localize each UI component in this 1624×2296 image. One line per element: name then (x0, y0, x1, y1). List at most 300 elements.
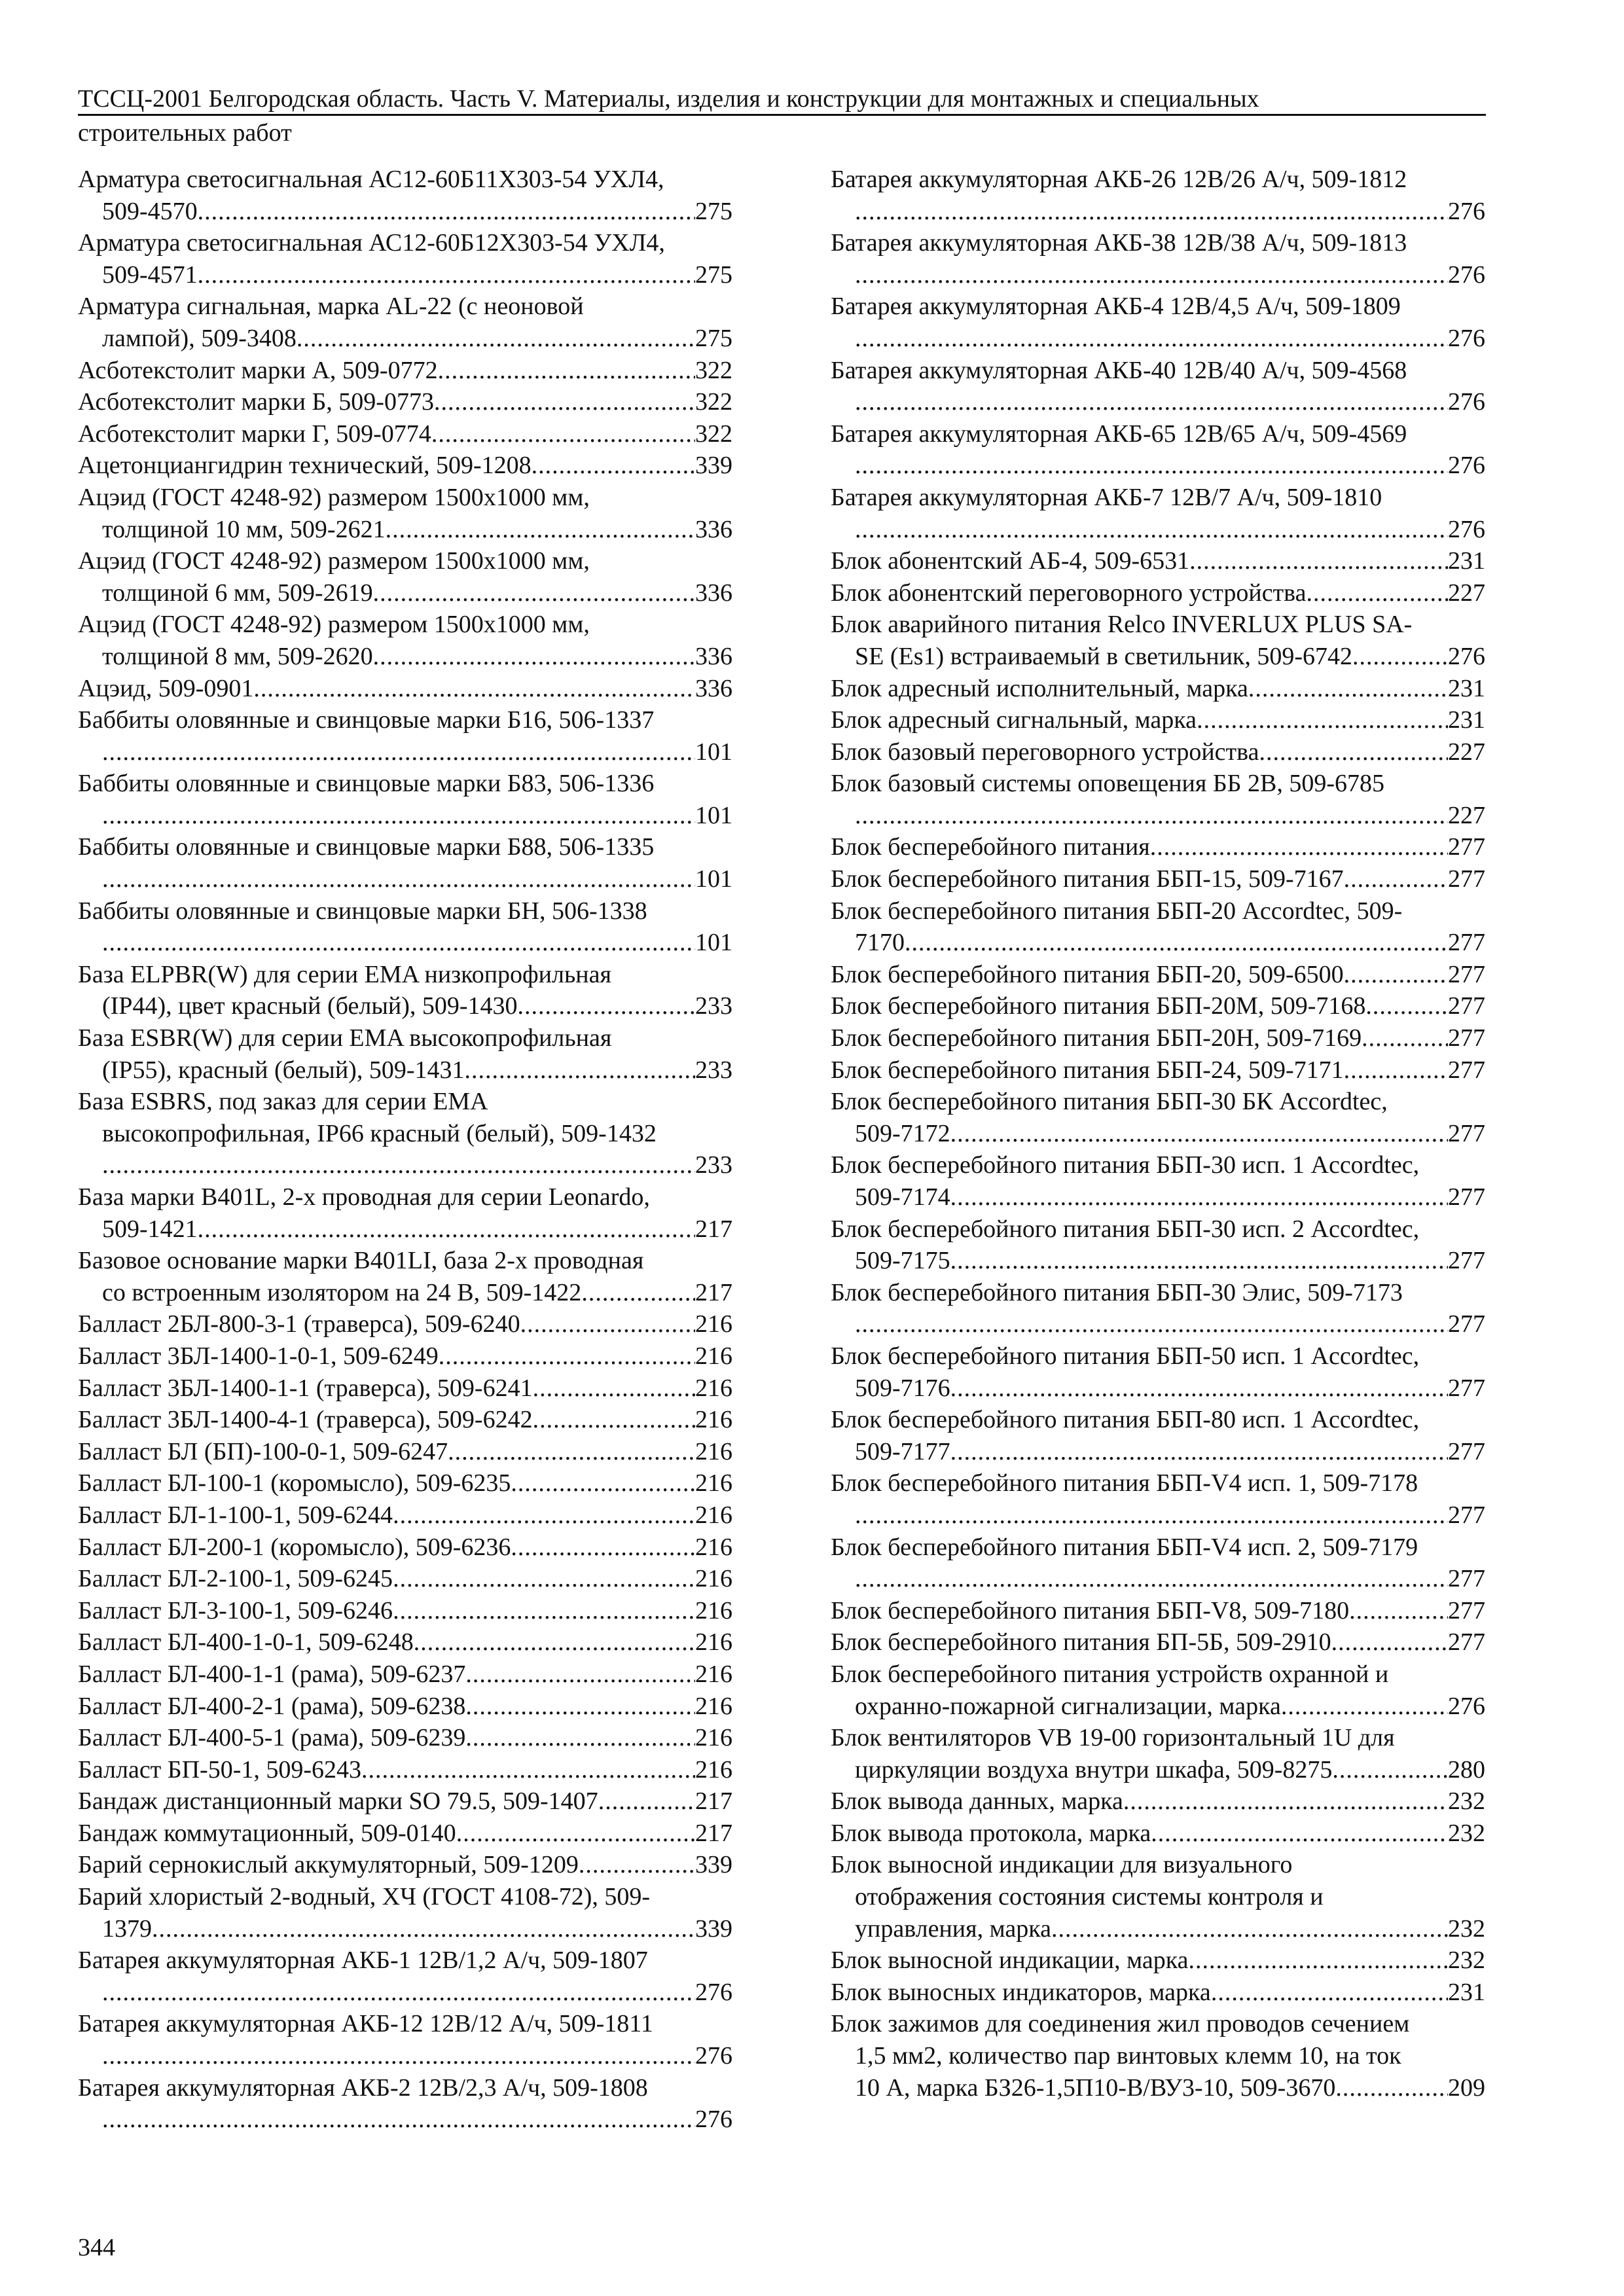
entry-leader-line (831, 863, 1485, 895)
entry-page: 322 (695, 356, 732, 384)
index-entry (831, 895, 1485, 959)
index-entry (78, 291, 732, 354)
entry-text: Блок бесперебойного питания ББП-V8, 509-7180 (831, 1596, 1350, 1624)
entry-text: Блок бесперебойного питания ББП-20, 509-6500 (831, 960, 1344, 988)
entry-text: Блок бесперебойного питания ББП-30 исп. 2 Accordtec, (831, 1215, 1420, 1243)
dot-leader (253, 673, 695, 705)
index-entry (831, 1213, 1485, 1277)
dot-leader (1335, 2072, 1448, 2104)
entry-text: Блок бесперебойного питания БП-5Б, 509-2910 (831, 1628, 1331, 1657)
index-entry (78, 1467, 732, 1499)
entry-text: Бандаж коммутационный, 509-0140 (78, 1819, 456, 1847)
entry-leader-line (831, 927, 1485, 959)
index-entry (78, 609, 732, 672)
entry-line (78, 1118, 732, 1150)
entry-leader-line (831, 959, 1485, 991)
entry-page: 216 (695, 1724, 732, 1752)
entry-line (831, 1467, 1485, 1499)
entry-text: Балласт БЛ-400-1-1 (рама), 509-6237 (78, 1660, 466, 1688)
dot-leader (950, 1436, 1448, 1468)
entry-text: 509-4570 (102, 197, 198, 225)
index-entry (831, 1849, 1485, 1945)
index-entry (78, 386, 732, 418)
entry-page: 227 (1448, 801, 1485, 829)
dot-leader (465, 1659, 695, 1691)
dot-leader (855, 1308, 1448, 1340)
entry-page: 216 (695, 1501, 732, 1529)
header-line-2: строительных работ (78, 119, 292, 147)
entry-text: Блок бесперебойного питания ББП-30 Элис, 509-7173 (831, 1278, 1403, 1306)
entry-leader-line (831, 1181, 1485, 1213)
dot-leader (434, 386, 695, 418)
index-entry (78, 1181, 732, 1245)
entry-text: Балласт БЛ-400-2-1 (рама), 509-6238 (78, 1692, 466, 1720)
entry-leader-line (78, 641, 732, 673)
entry-page: 232 (1448, 1787, 1485, 1816)
index-entry (831, 609, 1485, 672)
entry-text: (IP44), цвет красный (белый), 509-1430 (102, 992, 518, 1020)
entry-text: Блок выносных индикаторов, марка (831, 1978, 1211, 2006)
entry-text: лампой), 509-3408 (102, 324, 297, 352)
entry-leader-line (831, 1022, 1485, 1054)
entry-text: Блок бесперебойного питания ББП-20 Accordtec, 509- (831, 897, 1403, 925)
dot-leader (855, 196, 1448, 228)
entry-line (78, 545, 732, 577)
entry-text: 509-4571 (102, 260, 198, 289)
entry-page: 216 (695, 1406, 732, 1434)
entry-text: Блок бесперебойного питания ББП-V4 исп. 1, 509-7178 (831, 1469, 1418, 1498)
dot-leader (855, 514, 1448, 546)
entry-leader-line (78, 1467, 732, 1499)
index-entry (78, 1022, 732, 1086)
entry-page: 276 (1448, 452, 1485, 480)
entry-text: Блок бесперебойного питания ББП-30 исп. 1 Accordtec, (831, 1151, 1420, 1179)
entry-page: 276 (1448, 324, 1485, 352)
dot-leader (1189, 545, 1448, 577)
entry-leader-line (78, 1436, 732, 1468)
index-entry (78, 164, 732, 227)
index-entry (831, 1467, 1485, 1531)
dot-leader (950, 1245, 1448, 1277)
dot-leader (1306, 577, 1448, 609)
entry-line (78, 831, 732, 863)
dot-leader (1352, 641, 1448, 673)
entry-leader-line (78, 927, 732, 959)
index-entry (831, 1595, 1485, 1627)
entry-leader-line (78, 1626, 732, 1659)
index-entry (831, 1404, 1485, 1467)
dot-leader (1211, 1977, 1448, 2009)
dot-leader (431, 418, 695, 450)
dot-leader (950, 1118, 1448, 1150)
entry-text: Блок адресный исполнительный, марка (831, 674, 1248, 702)
entry-text: Блок базовый переговорного устройства (831, 738, 1259, 766)
index-entry (831, 1086, 1485, 1149)
dot-leader (1189, 1945, 1448, 1977)
index-entry (831, 863, 1485, 895)
index-entry (831, 227, 1485, 291)
dot-leader (198, 259, 695, 291)
index-entry (831, 768, 1485, 831)
entry-line (831, 1659, 1485, 1691)
dot-leader (102, 1977, 695, 2009)
dot-leader (855, 450, 1448, 482)
entry-line (78, 2072, 732, 2104)
entry-line (78, 895, 732, 927)
entry-leader-line (78, 1372, 732, 1405)
index-entry (831, 1818, 1485, 1850)
dot-leader (198, 196, 695, 228)
entry-page: 277 (1448, 1183, 1485, 1211)
entry-text: Батарея аккумуляторная АКБ-40 12В/40 А/ч, 509-4568 (831, 356, 1407, 384)
entry-leader-line (831, 450, 1485, 482)
index-entry (831, 1022, 1485, 1054)
dot-leader (518, 990, 695, 1022)
entry-text: Арматура светосигнальная АС12-60Б12Х303-54 УХЛ4, (78, 229, 665, 257)
dot-leader (393, 1499, 695, 1532)
entry-leader-line (831, 1563, 1485, 1595)
entry-leader-line (78, 259, 732, 291)
index-entry (78, 1818, 732, 1850)
entry-line (831, 1340, 1485, 1372)
index-entry (831, 291, 1485, 354)
entry-line (831, 1149, 1485, 1181)
entry-page: 231 (1448, 1978, 1485, 2006)
dot-leader (465, 1722, 695, 1754)
entry-line (78, 164, 732, 196)
entry-leader-line (78, 990, 732, 1022)
entry-page: 277 (1448, 929, 1485, 957)
entry-leader-line (78, 1532, 732, 1564)
dot-leader (1349, 1595, 1448, 1627)
index-entry (78, 1785, 732, 1818)
index-entry (831, 355, 1485, 418)
entry-line (831, 1532, 1485, 1564)
entry-text: (IP55), красный (белый), 509-1431 (102, 1056, 465, 1084)
entry-leader-line (831, 704, 1485, 736)
index-entry (831, 1977, 1485, 2009)
entry-leader-line (78, 323, 732, 355)
entry-text: Батарея аккумуляторная АКБ-38 12В/38 А/ч, 509-1813 (831, 229, 1407, 257)
entry-leader-line (831, 1054, 1485, 1086)
entry-line (831, 227, 1485, 259)
dot-leader (1344, 1054, 1448, 1086)
index-entry (78, 1340, 732, 1372)
entry-page: 276 (1448, 388, 1485, 416)
entry-page: 216 (695, 1374, 732, 1402)
entry-text: Балласт БП-50-1, 509-6243 (78, 1755, 362, 1784)
entry-line (831, 609, 1485, 641)
entry-leader-line (831, 831, 1485, 863)
dot-leader (520, 1308, 695, 1340)
index-entry (831, 1722, 1485, 1785)
entry-text: Блок зажимов для соединения жил проводов сечением (831, 2010, 1410, 2038)
entry-text: Блок адресный сигнальный, марка (831, 706, 1197, 734)
entry-page: 339 (695, 1851, 732, 1879)
entry-text: Ацэид (ГОСТ 4248-92) размером 1500х1000 мм, (78, 483, 590, 511)
entry-text: Баббиты оловянные и свинцовые марки БН, 506-1338 (78, 897, 647, 925)
index-entry (831, 831, 1485, 863)
entry-page: 216 (695, 1310, 732, 1338)
dot-leader (511, 1467, 695, 1499)
entry-page: 216 (695, 1755, 732, 1784)
index-entry (78, 704, 732, 768)
entry-leader-line (831, 673, 1485, 705)
entry-page: 277 (1448, 1024, 1485, 1052)
entry-leader-line (831, 323, 1485, 355)
dot-leader (1151, 1818, 1448, 1850)
entry-page: 336 (695, 642, 732, 670)
index-entry (78, 1849, 732, 1881)
entry-text: Балласт БЛ-400-5-1 (рама), 509-6239 (78, 1724, 466, 1752)
entry-text: Балласт 3БЛ-1400-1-0-1, 509-6249 (78, 1342, 439, 1370)
entry-text: Блок бесперебойного питания (831, 833, 1150, 861)
index-entry (78, 1404, 732, 1436)
entry-text: отображения состояния системы контроля и (855, 1883, 1324, 1911)
entry-text: толщиной 8 мм, 509-2620 (102, 642, 373, 670)
entry-text: толщиной 10 мм, 509-2621 (102, 515, 386, 543)
entry-text: Балласт БЛ-200-1 (коромысло), 509-6236 (78, 1533, 511, 1561)
dot-leader (361, 1754, 695, 1786)
index-entry (78, 418, 732, 450)
index-column-right (831, 164, 1485, 2104)
entry-leader-line (78, 800, 732, 832)
entry-line (831, 768, 1485, 800)
entry-line (831, 482, 1485, 514)
dot-leader (1331, 1626, 1448, 1659)
dot-leader (1123, 1785, 1448, 1818)
entry-leader-line (78, 1659, 732, 1691)
index-entry (831, 1149, 1485, 1213)
entry-leader-line (78, 1499, 732, 1532)
entry-leader-line (831, 1595, 1485, 1627)
entry-text: высокопрофильная, IP66 красный (белый), 509-1432 (102, 1119, 657, 1147)
entry-text: 1379 (102, 1914, 152, 1943)
index-entry (78, 831, 732, 895)
entry-leader-line (78, 1913, 732, 1945)
dot-leader (950, 1181, 1448, 1213)
entry-text: Батарея аккумуляторная АКБ-12 12В/12 А/ч, 509-1811 (78, 2010, 653, 2038)
entry-line (831, 1404, 1485, 1436)
entry-leader-line (831, 1913, 1485, 1945)
entry-text: Блок абонентский переговорного устройства (831, 579, 1307, 607)
entry-text: Батарея аккумуляторная АКБ-4 12В/4,5 А/ч, 509-1809 (831, 293, 1401, 321)
index-entry (78, 1499, 732, 1532)
index-entry (78, 1722, 732, 1754)
entry-leader-line (78, 1595, 732, 1627)
entry-leader-line (831, 1945, 1485, 1977)
entry-page: 339 (695, 452, 732, 480)
entry-leader-line (78, 1563, 732, 1595)
entry-text: Блок бесперебойного питания ББП-24, 509-7171 (831, 1056, 1344, 1084)
entry-page: 217 (695, 1787, 732, 1816)
entry-page: 231 (1448, 706, 1485, 734)
entry-text: Бандаж дистанционный марки SO 79.5, 509-1407 (78, 1787, 598, 1816)
entry-text: Блок выносной индикации, марка (831, 1946, 1189, 1975)
dot-leader (905, 927, 1448, 959)
dot-leader (414, 1626, 695, 1659)
index-entry (831, 990, 1485, 1022)
index-entry (831, 673, 1485, 705)
dot-leader (1197, 704, 1448, 736)
entry-page: 277 (1448, 960, 1485, 988)
entry-text: Блок выносной индикации для визуального (831, 1851, 1293, 1879)
dot-leader (393, 1595, 695, 1627)
entry-line (831, 1881, 1485, 1913)
index-entry (831, 1659, 1485, 1722)
entry-text: Блок вентиляторов VB 19-00 горизонтальный 1U для (831, 1724, 1395, 1752)
dot-leader (1259, 736, 1448, 768)
dot-leader (373, 577, 695, 609)
entry-line (78, 1086, 732, 1118)
dot-leader (393, 1563, 695, 1595)
entry-page: 231 (1448, 674, 1485, 702)
entry-leader-line (831, 2072, 1485, 2104)
entry-page: 216 (695, 1533, 732, 1561)
entry-leader-line (78, 1722, 732, 1754)
index-entry (78, 768, 732, 831)
entry-page: 216 (695, 1342, 732, 1370)
entry-leader-line (831, 1118, 1485, 1150)
entry-page: 277 (1448, 1565, 1485, 1593)
entry-page: 231 (1448, 547, 1485, 575)
entry-text: База ESBR(W) для серии EMA высокопрофильная (78, 1024, 612, 1052)
index-entry (78, 1659, 732, 1691)
entry-leader-line (831, 1245, 1485, 1277)
entry-page: 276 (1448, 197, 1485, 225)
entry-page: 216 (695, 1437, 732, 1465)
entry-leader-line (831, 1626, 1485, 1659)
index-entry (78, 2072, 732, 2136)
entry-page: 277 (1448, 992, 1485, 1020)
entry-page: 276 (695, 2106, 732, 2134)
index-entry (78, 355, 732, 387)
entry-page: 277 (1448, 865, 1485, 893)
entry-page: 276 (695, 1978, 732, 2006)
index-entry (78, 450, 732, 482)
dot-leader (1281, 1691, 1448, 1723)
entry-leader-line (78, 418, 732, 450)
entry-page: 217 (695, 1278, 732, 1306)
index-entry (831, 482, 1485, 545)
entry-page: 336 (695, 515, 732, 543)
header-line-1: ТССЦ-2001 Белгородская область. Часть V. Материалы, изделия и конструкции для монтажных и специальных (78, 85, 1259, 113)
entry-text: Блок бесперебойного питания ББП-20М, 509-7168 (831, 992, 1366, 1020)
index-entry (78, 1308, 732, 1340)
entry-text: Блок бесперебойного питания ББП-V4 исп. 2, 509-7179 (831, 1533, 1418, 1561)
entry-leader-line (78, 1754, 732, 1786)
entry-line (78, 1245, 732, 1277)
entry-line (831, 1277, 1485, 1309)
entry-page: 101 (695, 865, 732, 893)
dot-leader (950, 1372, 1448, 1405)
dot-leader (297, 323, 695, 355)
entry-text: SE (Es1) встраиваемый в светильник, 509-6742 (855, 642, 1353, 670)
entry-leader-line (78, 2040, 732, 2072)
dot-leader (855, 323, 1448, 355)
dot-leader (1362, 1022, 1448, 1054)
entry-leader-line (831, 641, 1485, 673)
dot-leader (386, 514, 695, 546)
dot-leader (102, 863, 695, 895)
entry-line (831, 895, 1485, 927)
entry-text: Балласт БЛ-400-1-0-1, 509-6248 (78, 1628, 414, 1657)
dot-leader (1332, 1754, 1448, 1786)
entry-leader-line (78, 1277, 732, 1309)
entry-text: Балласт 3БЛ-1400-1-1 (траверса), 509-6241 (78, 1374, 533, 1402)
index-entry (78, 1532, 732, 1564)
entry-page: 275 (695, 197, 732, 225)
entry-page: 276 (695, 2042, 732, 2070)
entry-page: 227 (1448, 738, 1485, 766)
entry-leader-line (78, 736, 732, 768)
index-entry (78, 673, 732, 705)
entry-text: Батарея аккумуляторная АКБ-65 12В/65 А/ч, 509-4569 (831, 420, 1407, 448)
dot-leader (1051, 1913, 1448, 1945)
entry-page: 216 (695, 1565, 732, 1593)
index-entry (831, 1785, 1485, 1818)
entry-leader-line (78, 2104, 732, 2136)
entry-leader-line (78, 1213, 732, 1246)
entry-leader-line (831, 1785, 1485, 1818)
entry-text: Балласт БЛ (БП)-100-0-1, 509-6247 (78, 1437, 448, 1465)
entry-text: Барий хлористый 2-водный, ХЧ (ГОСТ 4108-72), 509- (78, 1883, 651, 1911)
index-column-left (78, 164, 732, 2136)
entry-text: Балласт БЛ-1-100-1, 509-6244 (78, 1501, 393, 1529)
entry-page: 275 (695, 324, 732, 352)
entry-text: Батарея аккумуляторная АКБ-26 12В/26 А/ч, 509-1812 (831, 166, 1407, 193)
entry-page: 277 (1448, 1119, 1485, 1147)
entry-text: Блок бесперебойного питания ББП-15, 509-7167 (831, 865, 1344, 893)
entry-text: Блок бесперебойного питания ББП-80 исп. 1 Accordtec, (831, 1406, 1420, 1434)
entry-page: 277 (1448, 833, 1485, 861)
dot-leader (855, 800, 1448, 832)
dot-leader (855, 259, 1448, 291)
entry-page: 277 (1448, 1056, 1485, 1084)
entry-text: Арматура сигнальная, марка AL-22 (с неоновой (78, 293, 584, 321)
entry-text: Асботекстолит марки А, 509-0772 (78, 356, 438, 384)
entry-text: Батарея аккумуляторная АКБ-2 12В/2,3 А/ч, 509-1808 (78, 2073, 648, 2102)
index-entry (78, 1595, 732, 1627)
entry-text: 509-7174 (855, 1183, 950, 1211)
index-entry (831, 418, 1485, 482)
entry-text: со встроенным изолятором на 24 В, 509-1422 (102, 1278, 582, 1306)
entry-line (78, 227, 732, 259)
index-entry (831, 545, 1485, 577)
entry-leader-line (78, 1785, 732, 1818)
entry-line (831, 1086, 1485, 1118)
entry-text: Базовое основание марки B401LI, база 2-х проводная (78, 1247, 644, 1275)
entry-leader-line (831, 800, 1485, 832)
index-entry (78, 1436, 732, 1468)
dot-leader (448, 1436, 695, 1468)
index-entry (78, 1881, 732, 1945)
dot-leader (102, 1149, 695, 1181)
dot-leader (855, 386, 1448, 418)
entry-page: 101 (695, 738, 732, 766)
entry-text: Блок аварийного питания Relco INVERLUX PLUS SA- (831, 611, 1413, 639)
entry-leader-line (831, 259, 1485, 291)
entry-leader-line (831, 1308, 1485, 1340)
index-entry (78, 1626, 732, 1659)
entry-leader-line (831, 1977, 1485, 2009)
dot-leader (855, 1499, 1448, 1532)
entry-leader-line (78, 355, 732, 387)
entry-leader-line (78, 1818, 732, 1850)
entry-leader-line (78, 863, 732, 895)
entry-line (78, 2008, 732, 2040)
entry-page: 232 (1448, 1914, 1485, 1943)
